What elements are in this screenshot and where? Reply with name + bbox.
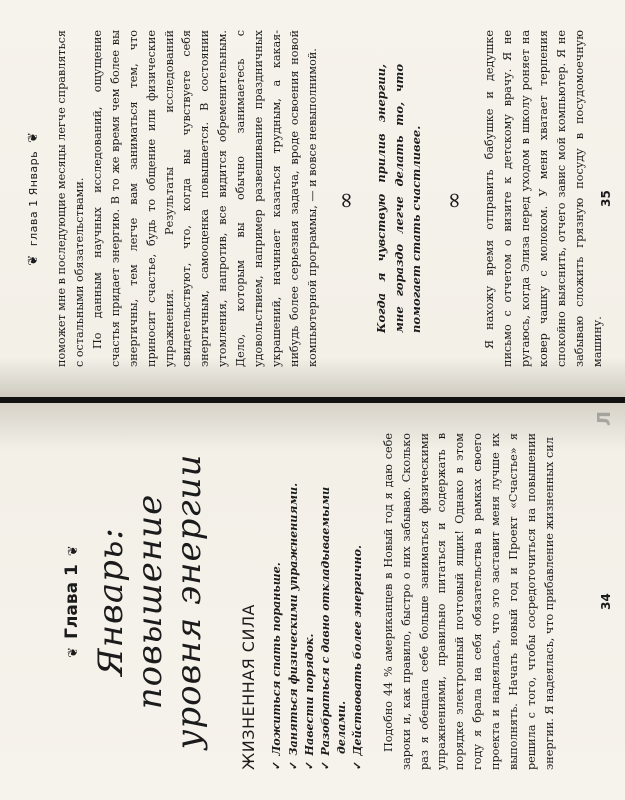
goals-list (268, 433, 365, 770)
fleuron-icon: ❦ (66, 646, 81, 658)
fleuron-icon: ❦ (26, 131, 41, 143)
running-header (26, 30, 41, 367)
body-paragraph: По данным научных исследований, ощущение счастья придает энергию. В то же время чем более вы энергичны, тем легче вам заниматься тем, что приносит счастье, будь то общение или физические упражнения. Результаты исследований свидетельствуют, что, когда вы чувствуете себя энергичным, самооценка повышается. В состоянии утомления, напротив, все видится обременительным. Дело, которым вы обычно занимаетесь с удовольствием, например развешивание праздничных украшений, начинает казаться трудным, а какая-нибудь более серьезная задача, вроде освоения новой компьютерной программы, — и вовсе невыполнимой. (90, 30, 319, 367)
infinity-ornament-icon: ∞ (442, 187, 468, 210)
body-paragraph: поможет мне в последующие месяцы легче справляться с остальными обязательствами. (55, 30, 86, 367)
goal-text: Разобраться с давно откладываемыми делами. (317, 486, 349, 756)
body-paragraph: Я нахожу время отправить бабушке и дедушке письмо с отчетом о визите к детскому врачу. Я не ругаюсь, когда Элиза перед уходом в школу роняет на ковер чашку с молоком. У меня хватает терпения спокойно выяснить, отчего завис мой компьютер. Я не забываю сложить грязную посуду в посудомоечную машину. (483, 30, 604, 367)
chapter-label (62, 433, 82, 770)
chapter-title: Январь: повышение уровня энергии (91, 453, 210, 750)
page-number: 34 (599, 593, 613, 610)
goal-text: Навести порядок. (301, 633, 316, 756)
section-title: ЖИЗНЕННАЯ СИЛА (239, 604, 259, 770)
goal-text: Действовать более энергично. (350, 545, 365, 756)
goal-item (301, 433, 317, 770)
checkmark-icon: ✓ (350, 760, 365, 770)
checkmark-icon: ✓ (317, 760, 332, 770)
goal-item (317, 433, 349, 770)
goal-text: Заняться физическими упражнениями. (285, 482, 300, 756)
chapter-label-text: Глава 1 (62, 564, 82, 639)
checkmark-icon: ✓ (269, 760, 284, 770)
pull-quote: Когда я чувствую прилив энергии, мне гораздо легче делать то, что помогает стать счастливее. (373, 64, 424, 333)
running-header-text: глава 1 Январь (27, 150, 40, 247)
watermark-logo: Л (594, 411, 615, 426)
goal-item (349, 433, 365, 770)
goal-item (268, 433, 284, 770)
infinity-ornament-icon: ∞ (333, 187, 359, 210)
checkmark-icon: ✓ (301, 760, 316, 770)
body-paragraph: Подобно 44 % американцев в Новый год я даю себе зароки и, как правило, быстро о них забываю. Сколько раз я обещала себе больше заниматься физическими упражнениями, правильно питаться и содержать в порядке электронный почтовый ящик! Однако в этом году я брала на себя обязательства в рамках своего проекта и надеялась, что это заставит меня лучше их выполнять. Начать новый год и Проект «Счастье» я решила с того, чтобы сосредоточиться на повышении энергии. Я надеялась, что прибавление жизненных сил (381, 433, 556, 770)
goal-text: Ложиться спать пораньше. (269, 562, 284, 756)
right-page (0, 0, 625, 397)
page-number: 35 (599, 190, 613, 207)
fleuron-icon: ❦ (26, 254, 41, 266)
goal-item (285, 433, 301, 770)
left-page (0, 403, 625, 800)
checkmark-icon: ✓ (285, 760, 300, 770)
fleuron-icon: ❦ (66, 545, 81, 557)
